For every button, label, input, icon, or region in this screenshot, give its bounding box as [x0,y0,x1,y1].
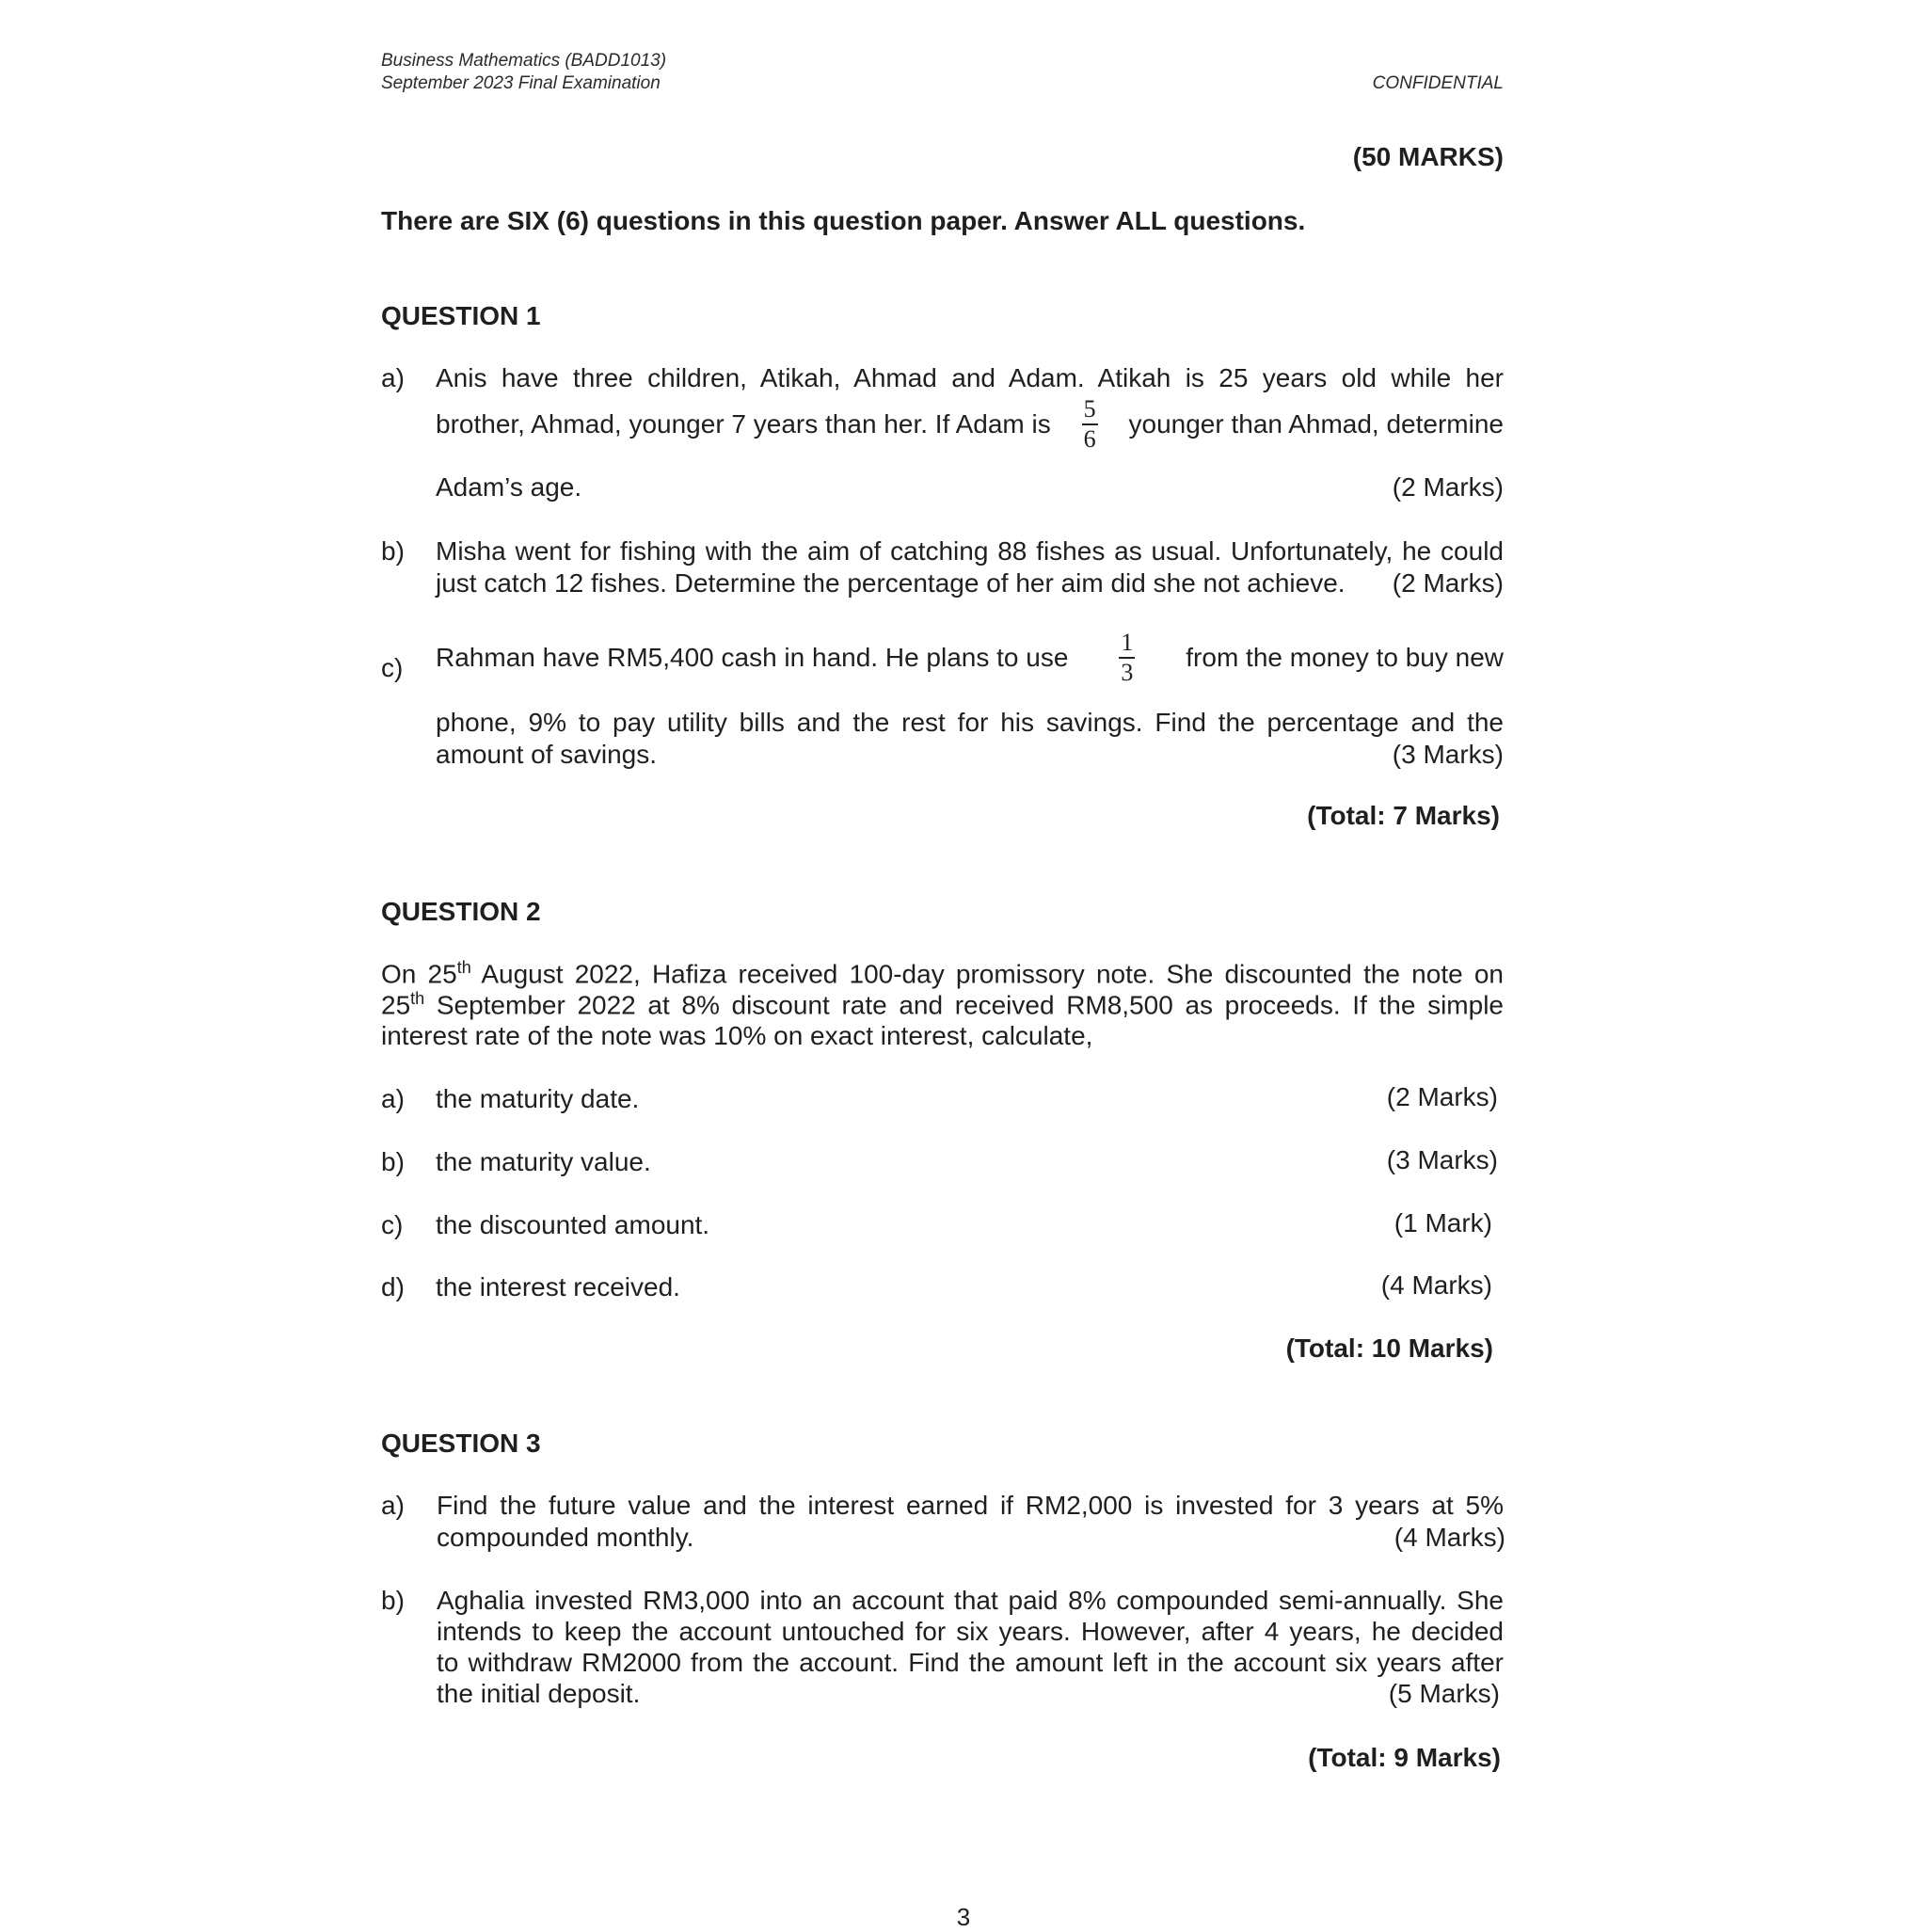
q1b-line1: Misha went for fishing with the aim of catching 88 fishes as usual. Unfortunately, he could [436,536,1504,566]
q1a-frac-denominator: 6 [1083,425,1096,453]
q1b-marks: (2 Marks) [1392,568,1504,598]
q2a-text: the maturity date. [436,1084,640,1113]
q3b-line3: to withdraw RM2000 from the account. Find the amount left in the account six years after [437,1648,1504,1677]
confidential-label: CONFIDENTIAL [1372,73,1504,93]
q1c-line1 [436,629,1504,687]
q1c-line1-start: Rahman have RM5,400 cash in hand. He plans to use [436,643,1069,672]
q2b-label: b) [381,1147,405,1176]
q3b-line2: intends to keep the account untouched for six years. However, after 4 years, he decided [437,1617,1504,1646]
q2c-label: c) [381,1210,404,1239]
q1c-line2: phone, 9% to pay utility bills and the rest for his savings. Find the percentage and the [436,708,1504,737]
q1a-line2-end: younger than Ahmad, determine [1128,409,1504,439]
q2c-marks: (1 Mark) [1393,1208,1492,1237]
q1-total: (Total: 7 Marks) [1307,801,1500,830]
q1c-line3: amount of savings. [436,740,658,769]
q3a-label: a) [381,1491,405,1520]
q2c-text: the discounted amount. [436,1210,710,1239]
section-marks: (50 MARKS) [1352,142,1504,171]
q3b-label: b) [381,1586,405,1615]
q2-intro-line3: interest rate of the note was 10% on exact interest, calculate, [381,1021,1093,1050]
q2d-label: d) [381,1272,405,1301]
q1c-label: c) [381,653,404,682]
q2b-text: the maturity value. [436,1147,651,1176]
q1a-frac-numerator: 5 [1082,395,1098,425]
question-2-title: QUESTION 2 [381,897,541,926]
q1c-frac-numerator: 1 [1119,629,1135,659]
q1c-line1-end: from the money to buy new [1186,643,1504,672]
q1c-marks: (3 Marks) [1392,740,1504,769]
q2a-label: a) [381,1084,405,1113]
q2a-marks: (2 Marks) [1386,1082,1498,1111]
course-title: Business Mathematics (BADD1013) [381,51,667,71]
q3b-marks: (5 Marks) [1388,1679,1500,1708]
q1a-label: a) [381,363,405,392]
q2-intro-line2 [381,989,1504,1020]
q1a-line3: Adam’s age. [436,472,582,502]
q2-intro-line1-b: August 2022, Hafiza received 100-day promissory note. She discounted the note on [470,959,1504,989]
q2-intro-line2-b: September 2022 at 8% discount rate and received RM8,500 as proceeds. If the simple [424,990,1504,1020]
instruction-text: There are SIX (6) questions in this question paper. Answer ALL questions. [381,206,1306,235]
q1a-line2-start: brother, Ahmad, younger 7 years than her. If Adam is [436,409,1051,439]
q3-total: (Total: 9 Marks) [1308,1743,1501,1772]
q3b-line4: the initial deposit. [437,1679,641,1708]
question-1-title: QUESTION 1 [381,301,541,330]
q2-intro-line2-a: 25 [381,990,411,1020]
q1a-marks: (2 Marks) [1392,472,1504,502]
exam-session: September 2023 Final Examination [381,73,661,93]
q2-intro-line2-sup: th [410,989,425,1008]
question-3-title: QUESTION 3 [381,1429,541,1458]
q2d-text: the interest received. [436,1272,680,1301]
q1b-label: b) [381,536,405,566]
q2d-marks: (4 Marks) [1380,1270,1492,1300]
q3a-marks: (4 Marks) [1393,1523,1505,1552]
q1c-frac-denominator: 3 [1121,659,1134,686]
q1b-line2: just catch 12 fishes. Determine the percentage of her aim did she not achieve. [436,568,1346,598]
q2-intro-line1-a: On 25 [381,959,457,989]
q2-total: (Total: 10 Marks) [1285,1333,1493,1363]
q1a-line2 [436,395,1504,454]
q3a-line1: Find the future value and the interest earned if RM2,000 is invested for 3 years at 5% [437,1491,1504,1520]
q3b-line1: Aghalia invested RM3,000 into an account that paid 8% compounded semi-annually. She [437,1586,1504,1615]
q3a-line2: compounded monthly. [437,1523,694,1552]
q2-intro-line1-sup: th [456,958,471,977]
q1c-fraction [1119,629,1135,687]
q1a-line1: Anis have three children, Atikah, Ahmad and Adam. Atikah is 25 years old while her [436,363,1504,392]
q2-intro-line1 [381,958,1504,989]
page-number: 3 [956,1903,971,1931]
q1a-fraction [1082,395,1098,454]
q2b-marks: (3 Marks) [1386,1145,1498,1174]
